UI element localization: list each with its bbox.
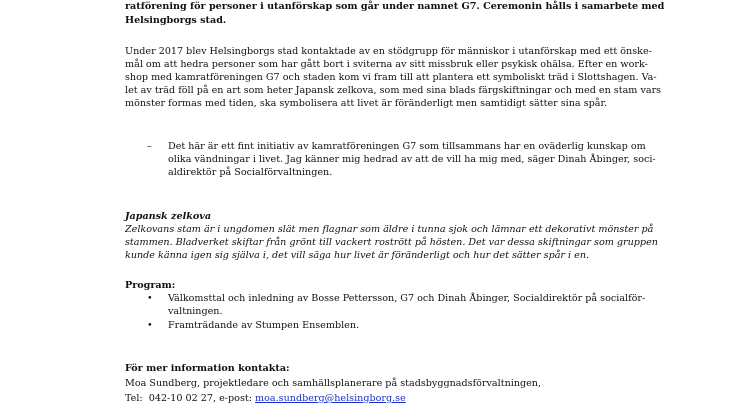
body-line-4: let av träd föll på en art som heter Japansk zelkova, som med sina blads färgskiftningar och med en stam vars [125, 85, 662, 96]
quote-line-2: olika vändningar i livet. Jag känner mig hedrad av att de vill ha mig med, säger Dinah Åbinger, soci- [168, 154, 656, 165]
body-line-5: mönster formas med tiden, ska symbolisera att livet är föränderligt men samtidigt sätter sina spår. [125, 98, 608, 109]
program-bullet-2: • [147, 320, 153, 331]
program-heading: Program: [125, 280, 176, 291]
contact-line-1: Moa Sundberg, projektledare och samhällsplanerare på stadsbyggnadsförvaltningen, [125, 378, 542, 389]
zelkova-line-1: Zelkovans stam är i ungdomen slät men flagnar som äldre i tunna sjok och lämnar ett dekorativt mönster på [125, 224, 654, 235]
program-item-1-line-2: valtningen. [168, 306, 223, 317]
quote-line-1: Det här är ett fint initiativ av kamratföreningen G7 som tillsammans har en oväderlig kunskap om [168, 141, 646, 152]
quote-dash: – [147, 141, 152, 152]
intro-bold-line-1: ratförening för personer i utanförskap som går under namnet G7. Ceremonin hålls i samarbete med [125, 1, 665, 12]
program-item-1-line-1: Välkomsttal och inledning av Bosse Pettersson, G7 och Dinah Åbinger, Socialdirektör på socialför- [168, 293, 646, 304]
contact-heading: För mer information kontakta: [125, 363, 290, 374]
contact-phone-line [125, 392, 406, 405]
body-line-2: mål om att hedra personer som har gått bort i sviterna av sitt missbruk eller psykisk ohälsa. Efter en work- [125, 59, 648, 70]
contact-email-link[interactable]: moa.sundberg@helsingborg.se [255, 393, 406, 404]
zelkova-heading: Japansk zelkova [125, 211, 212, 222]
program-bullet-1: • [147, 293, 153, 304]
press-release-page [125, 0, 665, 419]
zelkova-line-2: stammen. Bladverket skiftar från grönt till vackert rostrött på hösten. Det var dessa skiftningar som gruppen [125, 237, 658, 248]
zelkova-line-3: kunde känna igen sig själva i, det vill säga hur livet är föränderligt och hur det sätter spår i en. [125, 250, 590, 261]
quote-line-3: aldirektör på Socialförvaltningen. [168, 167, 333, 178]
body-line-1: Under 2017 blev Helsingborgs stad kontaktade av en stödgrupp för människor i utanförskap med ett önske- [125, 46, 652, 57]
contact-phone-prefix: Tel: 042-10 02 27, e-post: [125, 393, 256, 404]
intro-bold-line-2: Helsingborgs stad. [125, 15, 227, 26]
program-item-2: Framträdande av Stumpen Ensemblen. [168, 320, 360, 331]
body-line-3: shop med kamratföreningen G7 och staden kom vi fram till att plantera ett symboliskt träd i Slottshagen. Va- [125, 72, 657, 83]
